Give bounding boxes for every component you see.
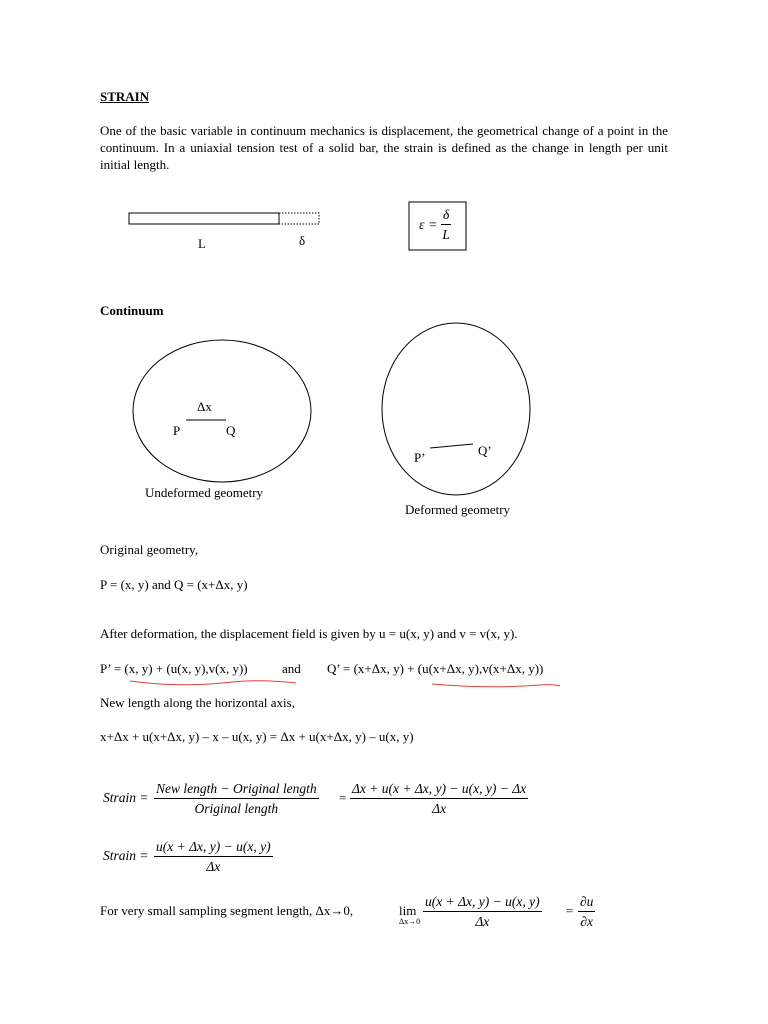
undeformed-caption: Undeformed geometry xyxy=(145,485,264,500)
strain-fraction-1 xyxy=(154,780,319,817)
p-q-definition: P = (x, y) and Q = (x+Δx, y) xyxy=(100,577,248,592)
partial-denominator: ∂x xyxy=(580,914,594,929)
p-prime-definition: P’ = (x, y) + (u(x, y),v(x, y)) xyxy=(100,661,248,676)
eq1-denominator: Original length xyxy=(194,801,279,816)
eq1-numerator: New length − Original length xyxy=(154,780,319,799)
lim-word: lim xyxy=(399,903,417,918)
point-p-prime-label: P’ xyxy=(414,450,426,465)
eq1-equals: = xyxy=(339,790,347,805)
new-length-equation: x+Δx + u(x+Δx, y) – x – u(x, y) = Δx + u(x+Δx, y) – u(x, y) xyxy=(100,729,414,744)
eq1-rhs-numerator: Δx + u(x + Δx, y) − u(x, y) − Δx xyxy=(350,780,528,799)
formula-numerator: δ xyxy=(441,206,451,225)
partial-numerator: ∂u xyxy=(578,893,595,912)
strain-formula-fraction xyxy=(441,206,451,243)
red-underline-1 xyxy=(130,681,296,685)
bar-length-label: L xyxy=(198,236,206,251)
point-p-label: P xyxy=(173,423,181,438)
limit-text: For very small sampling segment length, Δx→0, xyxy=(100,903,354,918)
limit-fraction xyxy=(423,893,542,930)
deformed-caption: Deformed geometry xyxy=(405,502,511,517)
eq2-numerator: u(x + Δx, y) − u(x, y) xyxy=(154,838,273,857)
formula-denominator: L xyxy=(442,227,450,242)
point-q-prime-label: Q’ xyxy=(478,443,492,458)
eq1-rhs-denominator: Δx xyxy=(432,801,447,816)
strain-formula-lhs: ε = xyxy=(419,218,438,233)
and-word: and xyxy=(282,661,301,676)
after-deformation-text: After deformation, the displacement field is given by u = u(x, y) and v = v(x, y). xyxy=(100,626,518,641)
elongation-dotted xyxy=(279,213,319,224)
eq3-denominator: Δx xyxy=(475,914,490,929)
red-underline-2 xyxy=(432,684,560,687)
strain-label-2: Strain = xyxy=(103,848,149,863)
new-length-text: New length along the horizontal axis, xyxy=(100,695,295,710)
strain-fraction-1-rhs xyxy=(350,780,528,817)
eq3-numerator: u(x + Δx, y) − u(x, y) xyxy=(423,893,542,912)
eq3-equals: = xyxy=(566,903,574,918)
deformed-ellipse xyxy=(382,323,530,495)
intro-paragraph: One of the basic variable in continuum mechanics is displacement, the geometrical change of a point in the continuum. In a uniaxial tension test of a solid bar, the strain is defined as the change in length per unit initial length. xyxy=(100,123,668,172)
continuum-heading: Continuum xyxy=(100,303,164,318)
eq2-denominator: Δx xyxy=(206,859,221,874)
bar-delta-label: δ xyxy=(299,233,306,248)
lim-subscript: Δx→0 xyxy=(399,917,421,926)
partial-derivative xyxy=(578,893,595,930)
strain-fraction-2 xyxy=(154,838,273,875)
undeformed-ellipse xyxy=(133,340,311,482)
segment-pq-deformed xyxy=(430,444,473,448)
delta-x-label: Δx xyxy=(197,399,212,414)
q-prime-definition: Q’ = (x+Δx, y) + (u(x+Δx, y),v(x+Δx, y)) xyxy=(327,661,544,676)
strain-label-1: Strain = xyxy=(103,790,149,805)
formula-box xyxy=(409,202,466,250)
point-q-label: Q xyxy=(226,423,236,438)
page-title: STRAIN xyxy=(100,89,150,104)
original-geometry-text: Original geometry, xyxy=(100,542,199,557)
solid-bar xyxy=(129,213,279,224)
